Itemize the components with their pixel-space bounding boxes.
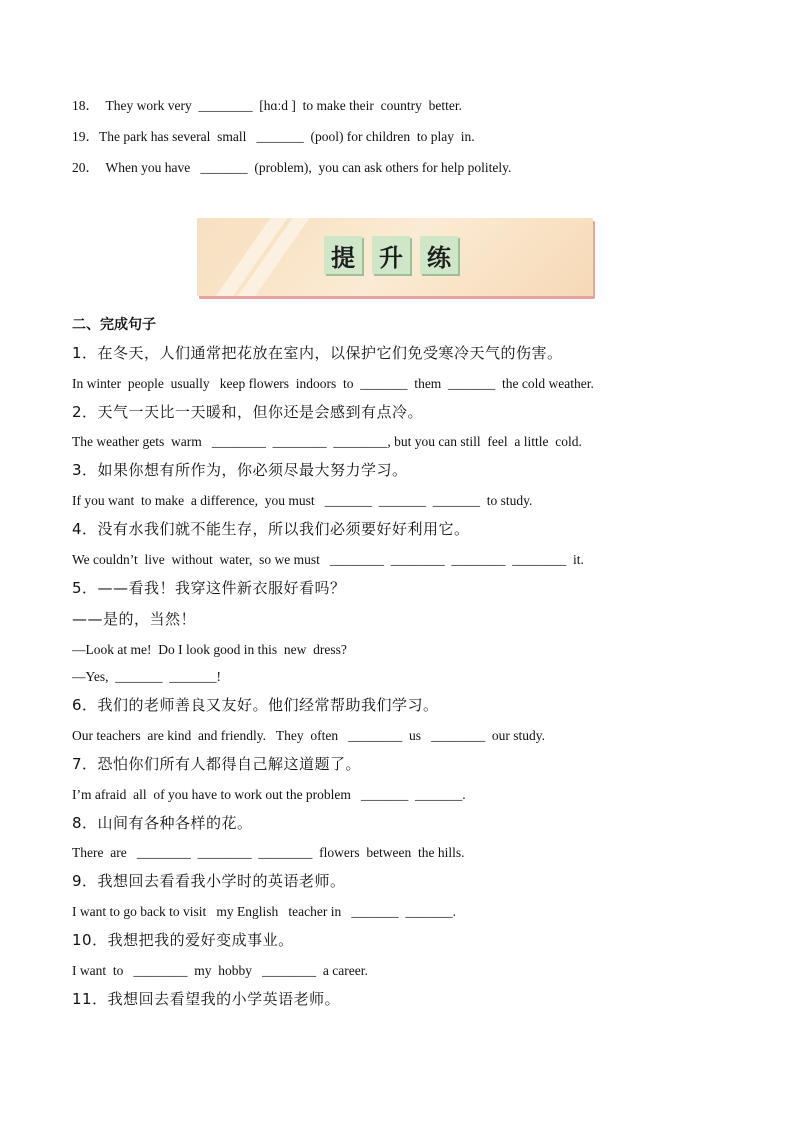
question-en: The weather gets warm ________ ________ ________, but you can still feel a little cold.: [72, 434, 582, 449]
question-en: We couldn’t live without water, so we must ________ ________ ________ ________ it.: [72, 552, 584, 567]
question-cn: 10．我想把我的爱好变成事业。: [72, 931, 294, 949]
question-en: In winter people usually keep flowers indoors to _______ them _______ the cold weather.: [72, 376, 594, 391]
question-en: Our teachers are kind and friendly. They often ________ us ________ our study.: [72, 728, 546, 743]
item-18: 18． They work very ________ [hɑːd ] to make their country better.: [72, 98, 462, 113]
question-cn: 6．我们的老师善良又友好。他们经常帮助我们学习。: [72, 696, 439, 714]
question-cn: 8．山间有各种各样的花。: [72, 814, 253, 832]
question-en: I want to go back to visit my English teacher in _______ _______.: [72, 904, 456, 919]
question-en: I’m afraid all of you have to work out the problem _______ _______.: [72, 787, 466, 802]
banner-char: 提: [324, 236, 362, 274]
banner-char: 升: [372, 236, 410, 274]
banner-char: 练: [420, 236, 458, 274]
question-en: —Look at me! Do I look good in this new dress?: [72, 642, 347, 657]
question-cn: 11．我想回去看望我的小学英语老师。: [72, 990, 341, 1008]
question-cn: 5．——看我！我穿这件新衣服好看吗？: [72, 579, 346, 597]
question-en: If you want to make a difference, you must _______ _______ _______ to study.: [72, 493, 533, 508]
question-cn: 4．没有水我们就不能生存，所以我们必须要好好利用它。: [72, 520, 470, 538]
question-cn: 3．如果你想有所作为，你必须尽最大努力学习。: [72, 461, 408, 479]
question-cn: ——是的，当然！: [72, 610, 197, 628]
question-en: —Yes, _______ _______!: [72, 669, 222, 684]
question-cn: 7．恐怕你们所有人都得自己解这道题了。: [72, 755, 362, 773]
item-20: 20． When you have _______ (problem), you can ask others for help politely.: [72, 160, 512, 175]
section-banner: [197, 218, 593, 296]
question-cn: 2．天气一天比一天暖和，但你还是会感到有点冷。: [72, 403, 424, 421]
question-en: I want to ________ my hobby ________ a career.: [72, 963, 368, 978]
question-en: There are ________ ________ ________ flowers between the hills.: [72, 845, 465, 860]
question-cn: 9．我想回去看看我小学时的英语老师。: [72, 872, 346, 890]
question-cn: 1．在冬天，人们通常把花放在室内，以保护它们免受寒冷天气的伤害。: [72, 344, 563, 362]
section-heading: 二、完成句子: [72, 317, 156, 333]
item-19: 19．The park has several small _______ (pool) for children to play in.: [72, 129, 475, 144]
